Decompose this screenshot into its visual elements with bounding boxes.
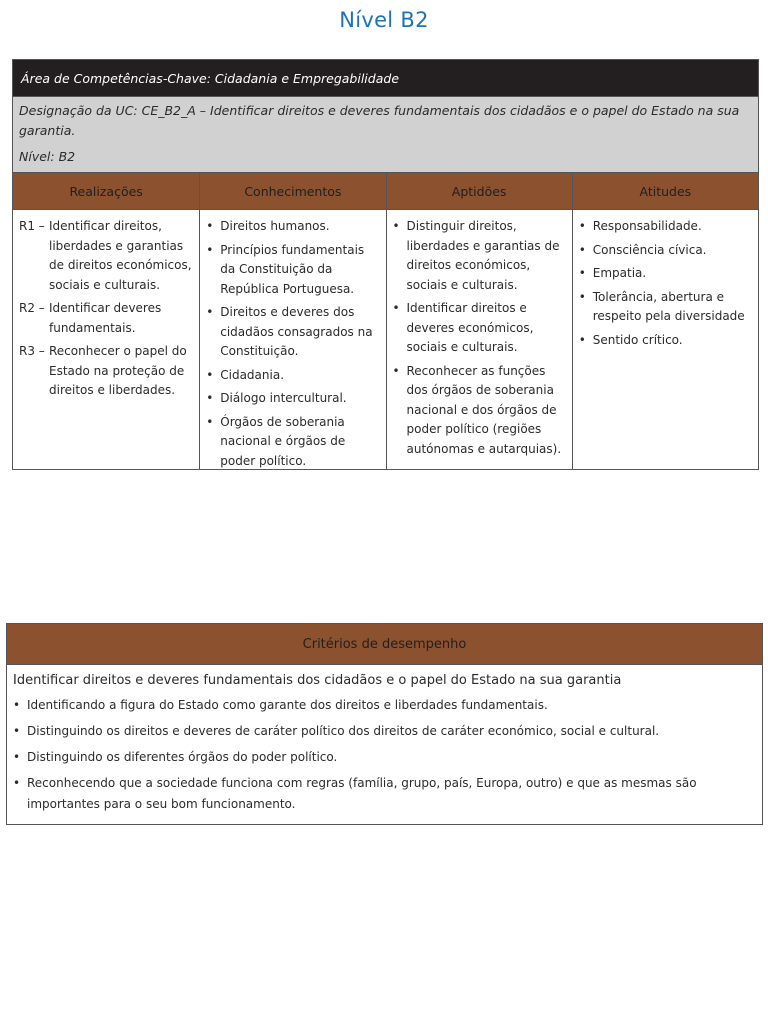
list-item [13, 721, 756, 742]
columns-row [13, 172, 758, 469]
criteria-header: Critérios de desempenho [7, 624, 762, 665]
bullet-icon: • [206, 391, 214, 405]
bullet-icon: • [392, 301, 400, 315]
item-text: Reconhecendo que a sociedade funciona com regras (família, grupo, país, Europa, outro) e que as mesmas são importantes para o seu bom funcionamento. [27, 776, 697, 811]
bullet-icon: • [392, 219, 400, 233]
list-item [579, 288, 752, 327]
item-code: R3 – [19, 344, 45, 358]
bullet-icon: • [13, 698, 21, 712]
item-text: Tolerância, abertura e respeito pela diversidade [592, 289, 745, 323]
column-header-aptidoes: Aptidões [387, 173, 572, 210]
realizacoes-list [13, 210, 199, 469]
list-item [13, 773, 756, 815]
bullet-icon: • [578, 289, 586, 304]
column-header-conhecimentos: Conhecimentos [200, 173, 385, 210]
list-item [206, 241, 379, 300]
column-aptidoes [386, 173, 572, 469]
bullet-icon: • [206, 242, 214, 257]
atitudes-list [573, 210, 758, 469]
list-item [206, 366, 379, 386]
list-item [579, 331, 752, 351]
list-item [206, 217, 379, 237]
criteria-heading: Identificar direitos e deveres fundamentais dos cidadãos e o papel do Estado na sua garantia [13, 673, 622, 688]
bullet-icon: • [206, 367, 214, 382]
aptidoes-list [387, 210, 572, 469]
list-item [393, 299, 566, 358]
item-text: Reconhecer o papel do Estado na proteção de direitos e liberdades. [49, 344, 187, 397]
bullet-icon: • [392, 363, 400, 378]
bullet-icon: • [578, 219, 586, 233]
bullet-icon: • [206, 414, 214, 429]
criteria-table [6, 623, 763, 825]
item-text: Sentido crítico. [592, 332, 683, 347]
bullet-icon: • [578, 242, 586, 257]
item-text: Empatia. [592, 266, 647, 280]
item-text: Distinguindo os direitos e deveres de caráter político dos direitos de caráter económico, social e cultural. [27, 724, 660, 738]
item-text: Responsabilidade. [592, 219, 702, 233]
item-text: Consciência cívica. [592, 242, 707, 257]
item-text: Órgãos de soberania nacional e órgãos de poder político. [220, 414, 346, 468]
list-item [13, 695, 756, 716]
competency-table [12, 59, 759, 470]
bullet-icon: • [206, 219, 214, 233]
level-text: Nível: B2 [19, 149, 76, 164]
item-text: Diálogo intercultural. [220, 391, 347, 405]
list-item [206, 303, 379, 362]
item-text: Reconhecer as funções dos órgãos de soberania nacional e dos órgãos de poder político (regiões autónomas e autarquias). [406, 363, 562, 456]
column-header-realizacoes: Realizações [13, 173, 199, 210]
bullet-icon: • [578, 266, 586, 280]
bullet-icon: • [13, 776, 21, 790]
designation-text: Designação da UC: CE_B2_A – Identificar direitos e deveres fundamentais dos cidadãos e o papel do Estado na sua garantia. [19, 103, 740, 138]
list-item [579, 217, 752, 237]
item-text: Identificar direitos e deveres económicos, sociais e culturais. [406, 301, 534, 354]
column-atitudes [572, 173, 758, 469]
column-realizacoes [13, 173, 199, 469]
list-item [19, 299, 193, 338]
bullet-icon: • [206, 305, 214, 319]
page-title: Nível B2 [339, 8, 429, 32]
list-item [579, 241, 752, 261]
item-text: Princípios fundamentais da Constituição da República Portuguesa. [220, 242, 365, 296]
designation-block [13, 96, 758, 172]
item-text: Distinguir direitos, liberdades e garantias de direitos económicos, sociais e culturais. [406, 219, 560, 292]
bullet-icon: • [13, 724, 21, 738]
column-conhecimentos [199, 173, 385, 469]
column-header-atitudes: Atitudes [573, 173, 758, 210]
area-header: Área de Competências-Chave: Cidadania e Empregabilidade [13, 60, 758, 96]
bullet-icon: • [13, 750, 21, 764]
list-item [393, 217, 566, 295]
item-text: Identificando a figura do Estado como garante dos direitos e liberdades fundamentais. [27, 698, 548, 712]
bullet-icon: • [578, 332, 586, 347]
conhecimentos-list [200, 210, 385, 469]
item-text: Direitos humanos. [220, 219, 330, 233]
list-item [393, 362, 566, 460]
item-text: Direitos e deveres dos cidadãos consagrados na Constituição. [220, 305, 373, 358]
criteria-body [7, 665, 762, 824]
item-text: Identificar deveres fundamentais. [49, 301, 162, 335]
item-text: Cidadania. [220, 367, 285, 382]
item-text: Distinguindo os diferentes órgãos do poder político. [27, 750, 338, 764]
list-item [19, 342, 193, 401]
list-item [206, 389, 379, 409]
list-item [13, 747, 756, 768]
item-code: R2 – [19, 301, 45, 315]
list-item [19, 217, 193, 295]
list-item [206, 413, 379, 472]
item-code: R1 – [19, 219, 45, 233]
item-text: Identificar direitos, liberdades e garantias de direitos económicos, sociais e culturais. [49, 219, 192, 292]
list-item [579, 264, 752, 284]
